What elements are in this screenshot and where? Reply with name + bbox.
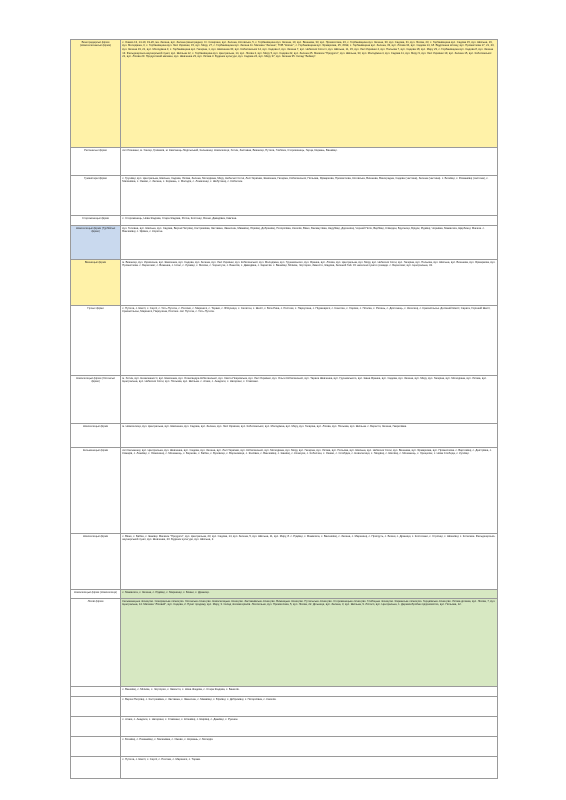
row-label bbox=[71, 697, 121, 717]
table-row bbox=[71, 176, 498, 216]
row-label: Гуманітарні фірми bbox=[71, 176, 121, 216]
row-content: с. Путила, с. Шепіт, с. Сергії, с. Усть-Путила, с. Розтоки, с. Мариничі, с. Тораки, с. Яблуниця, с. Селятин, с. Шепіт, с. Біла Рика, с. Ростоки, с. Паркулина, с. Підзахаричі, с. Конятин, с. Хорови, с. Плоска, с. Рипень, с. Дихтинець, с. Киселиці, с. Красноїльськ. Долішній Шепіт, Сарата, Горішній Шепіт, Красноїльськ, Мариничі, Паркулина, Розтоки. смт Путила, с. Усть-Путила. bbox=[121, 306, 498, 376]
row-content: с. Верхні Петрівці, с. Кострижівка, с. Заставна, с. Звенячин, с. Мамаївці, с. Юрківці, с. Добринівці, с. Погорілівка, с. Киселів. bbox=[121, 697, 498, 717]
table-row bbox=[71, 590, 498, 599]
row-content: м. Хотин, вул. Незалежності, вул. Шевченка, вул. Олександра Кобилянської, вул. Свято-Покровська, вул. Лесі Українки, вул. Ольги Кобилянської, вул. Тараса Шевченка, вул. Грушевського, вул. Івана Франка, вул. Садова, вул. Зелена, вул. Миру, вул. Гагаріна, вул. Молодіжна, вул. Лісова, вул. Центральна, вул. Небесної Сотні, вул. Польова, вул. Шкільна. с. Атаки, с. Анадоли, с. Нагоряни, с. Ставчани. bbox=[121, 376, 498, 424]
row-content: с. Мамалига, с. Зелена, с. Рідківці, с. Маршинці, с. Бояни, с. Драниця. bbox=[121, 590, 498, 599]
row-content: м. Вижниця, вул. Українська, вул. Шевченка, вул. Садова, вул. Зелена, вул. Лесі Українки, вул. Кобилянської, вул. Молодіжна, вул. Грушевського, вул. Франка, вул. Лісова, вул. Центральна, вул. Миру, вул. Небесної Сотні, вул. Гагаріна, вул. Польова, вул. Шкільна, вул. Вишнева, вул. Ярмаркова, вул. Промислова. с. Берегомет, с. Виженка, с. Іспас, с. Лукавці, с. Мигове, с. Чорногузи, с. Банилів, с. Давидівка, с. Карапчів. с. Вашківці, Мілієве, Чортория, Замостя, Жадова, Зелений Гай. Усі населені пункти громади. с. Берегомет, вул. Центральна, 43. bbox=[121, 260, 498, 306]
row-label: Сторожинецькі фірми bbox=[71, 216, 121, 226]
row-content: с. Вашківці, с. Мілієве, с. Чортория, с. Замостя, с. Нова Жадова, с. Стара Жадова, с. Банилів. bbox=[121, 687, 498, 697]
table-row bbox=[71, 448, 498, 534]
settlements-table bbox=[70, 39, 498, 779]
table-row bbox=[71, 148, 498, 176]
row-label: Кельменецькі фірми bbox=[71, 448, 121, 534]
row-label bbox=[71, 737, 121, 757]
row-content: с. Сторожинець, Нова Жадова, Стара Жадова, Ропча, Костинці, Ясени, Давидівка, Кам'яна. bbox=[121, 216, 498, 226]
row-label bbox=[71, 757, 121, 779]
row-label: Регіональні фірми bbox=[71, 148, 121, 176]
table-row bbox=[71, 687, 498, 697]
row-label: Новоселицькі фірми bbox=[71, 424, 121, 448]
row-label: Вижницькі фірми bbox=[71, 260, 121, 306]
table-row bbox=[71, 260, 498, 306]
row-label: Новоселицькі фірми (Турбійські фірми) bbox=[71, 226, 121, 260]
table-row bbox=[71, 226, 498, 260]
row-label: Новоселицькі фірми (Новоселиця) bbox=[71, 590, 121, 599]
row-content: Кельменецьке лісництво. Сокирянське лісництво. Хотинське лісництво. Новоселицьке лісництво. Заставнівське лісництво. Вижницьке лісництво. Путильське лісництво. Сторожинецьке лісництво. Глибоцьке лісництво. Кіцманське лісництво. Герцаївське лісництво. Лісова ділянка, вул. Лісова, 7, вул. Центральна, 14. Магазин "Лісовий", вул. Садова, 2. Пункт продажу, вул. Миру, 3. Склад лісоматеріалів. Лісопильня, вул. Промислова, 5, вул. Лісова, 22. Дільниця, вул. Зелена, 3, вул. Шкільна, 9. Лісгосп, вул. Центральна, 1. Деревообробне підприємство, вул. Польова, 12. bbox=[121, 599, 498, 687]
row-label bbox=[71, 717, 121, 737]
row-content: с. Бочківці, с. Романківці, с. Малинівка, с. Ожево, с. Кормань, с. Молодія. bbox=[121, 737, 498, 757]
row-label: Новоселицькі фірми bbox=[71, 534, 121, 590]
table-row bbox=[71, 216, 498, 226]
table-row bbox=[71, 306, 498, 376]
row-content: с. Атаки, с. Анадоли, с. Нагоряни, с. Ставчани, с. Клішківці, с. Ширівці, с. Данківці, с. Рукшин. bbox=[121, 717, 498, 737]
table-row bbox=[71, 376, 498, 424]
row-label bbox=[71, 687, 121, 697]
row-content: с. Путила, с. Шепіт, с. Сергії, с. Розтоки, с. Мариничі, с. Тораки. bbox=[121, 757, 498, 779]
row-content: с. Грушівці, вул. Центральна, Шкільна, Садова, Лісова, Зелена, Молодіжна, Миру, Небесної Сотні, Лесі Українки, Шевченка, Гагаріна, Кобилянської, Польова, Ярмаркова, Промислова, Котовська, Вишнева, Виноградна, Садова (частина), Зелена (частина). с. Бочківці, с. Романківці (частина), с. Малинівка, с. Ожево, с. Зелена, с. Кормань, с. Молодія, с. Ломачинці, с. Шебутинці, с. Коболчин. bbox=[121, 176, 498, 216]
table-row bbox=[71, 757, 498, 779]
table-row bbox=[71, 697, 498, 717]
table-row bbox=[71, 599, 498, 687]
table-row bbox=[71, 40, 498, 148]
table-row bbox=[71, 424, 498, 448]
row-label: Лісові фірми bbox=[71, 599, 121, 687]
table-row bbox=[71, 717, 498, 737]
row-content: м. Новоселиця, вул. Центральна, вул. Шевченка, вул. Садова, вул. Зелена, вул. Лесі Українки, вул. Кобилянської, вул. Молодіжна, вул. Миру, вул. Гагаріна, вул. Лісова, вул. Польова, вул. Шкільна. с. Берестя, Зелена, Гаврилівка. bbox=[121, 424, 498, 448]
table-row bbox=[71, 737, 498, 757]
row-label: Гірські фірми bbox=[71, 306, 121, 376]
row-content: с. Вікно, с. Бабин, с. Іванівці. Магазин "Продукти", вул. Центральна, 23, вул. Садова, 14, вул. Зелена, 5, вул. Шкільна, 11, вул. Миру, 8. с. Рідківці, с. Мамалига, с. Ванчиківці, с. Зелена, с. Маршинці, с. Припруть, с. Бояни, с. Драниця, с. Костичани, с. Строїнці, с. Шишківці, с. Котелеве. Фельдшерсько-акушерський пункт, вул. Шевченка, 23. Будинок культури, вул. Шкільна, 2. bbox=[121, 534, 498, 590]
row-label: Виноградарські фірми (Новоселичанські фірми) bbox=[71, 40, 121, 148]
table-row bbox=[71, 534, 498, 590]
row-content: смт Кельменці, вул. Центральна, вул. Шевченка, вул. Садова, вул. Зелена, вул. Лесі Українки, вул. Кобилянської, вул. Молодіжна, вул. Миру, вул. Гагаріна, вул. Лісова, вул. Польова, вул. Шкільна, вул. Небесної Сотні, вул. Вишнева, вул. Ярмаркова, вул. Промислова. с. Вартиківці, с. Дністрівка, с. Комарів, с. Ленківці, с. Ломачинці, с. Мошанець, с. Бернове, с. Бабин, с. Бузовиця, с. Вороновиця, с. Жилівка, с. Ванчиківці, с. Іванівці, с. Козачуки, с. Коболчин, с. Ожево, с. Слобідка, с. Новоселиця, с. Гвіздівці, с. Шилівці, с. Мошанець, с. Хрещатик, с. Нова Слобода, с. Кутківці. bbox=[121, 448, 498, 534]
row-label: Новоселицькі фірми (Хотинські фірми) bbox=[71, 376, 121, 424]
row-content: смт Ришкани, м. Ушиця, Гримачів, м. Кам'янець-Подільський, Кельменці, Новоселиця, Хотин, Заставна, Вижниця, Путила, Глибока, Сторожинець, Герца, Кіцмань, Вашківці. bbox=[121, 148, 498, 176]
row-content: с. Ожево 13, 14-19, 19-20, ма. Зелена, вул. Зелена (виноградна). Ст. Сокиряни, вул. Зелена, Котовська, 5, с. Горбанівщина вул. Зелена, 10, вул. Вишнева, 33, вул. Промислова, 23, с. Горбанівщина вул. Зелена, 30, вул. Садова, 31, вул. Лісова, 23, с. Горбанівщина вул. Садова 15, вул. Шкільна, 19, вул. Молодіжна, 3, с. Горбанівщина вул. Лесі Українки, 15, вул. Миру, 27, с. Горбанівщина вул. Зелена 11. Магазин "Зелена", ТОВ "Ковчег", с. Горбанівщина вул. Ярмаркова, 25, ЗОШ, с. Горбанівщина вул. Зелена, 33, вул. Лісова 34, вул. Садова 14, 18. Відділення зв'язку, вул. Промислова 17, 21, 23, вул. Зелена 19, 21, вул. Молодіжна 3, с. Горбанівщина вул. Гагаріна, 1, вул. Шевченка 30, вул. Кобилянської 14, вул. Садова 2, вул. Зелена 7, вул. Небесної Сотні 1, вул. Шкільна, 11, 15, вул. Лесі Українки 4, вул. Польова 7, вул. Садова 18, вул. Миру 23, с. Горбанівщина вул. Садова 8, вул. Зелена 13. Фельдшерсько-акушерський пункт, вул. Шкільна 12, с. Горбанівщина вул. Центральна, 14, вул. Лісова 2, вул. Миру 5, вул. Садова 22, вул. Зелена 25. Магазин "Продукти", вул. Шкільна, 33, вул. Молодіжна 4, вул. Садова 11, вул. Миру 9, вул. Лесі Українки 19, вул. Зелена 15, вул. Кобилянської 21, вул. Лісова 20. Продуктовий магазин, вул. Шевченка 23, вул. Лісова 3. Будинок культури, вул. Садова 24, вул. Миру 37, вул. Зелена 35. Склад "Бейкер". bbox=[121, 40, 498, 148]
row-content: вул. Головна, вул. Шкільна, вул. Садова, Верхні Петрівці, Кострижівка, Заставна, Звенячин, Мамаївці, Юрківці, Добринівці, Погорілівка, Киселів, Вікно, Баламутівка, Кадубівці, Дорошівці, Чорний Потік, Вербівці, Кліводин, Брусниця, Брідок, Рідківці, Чорнівка, Мамалига, Щербинці, Магала. с. Ванчиківці, с. Ярівка, с. Коритне. bbox=[121, 226, 498, 260]
